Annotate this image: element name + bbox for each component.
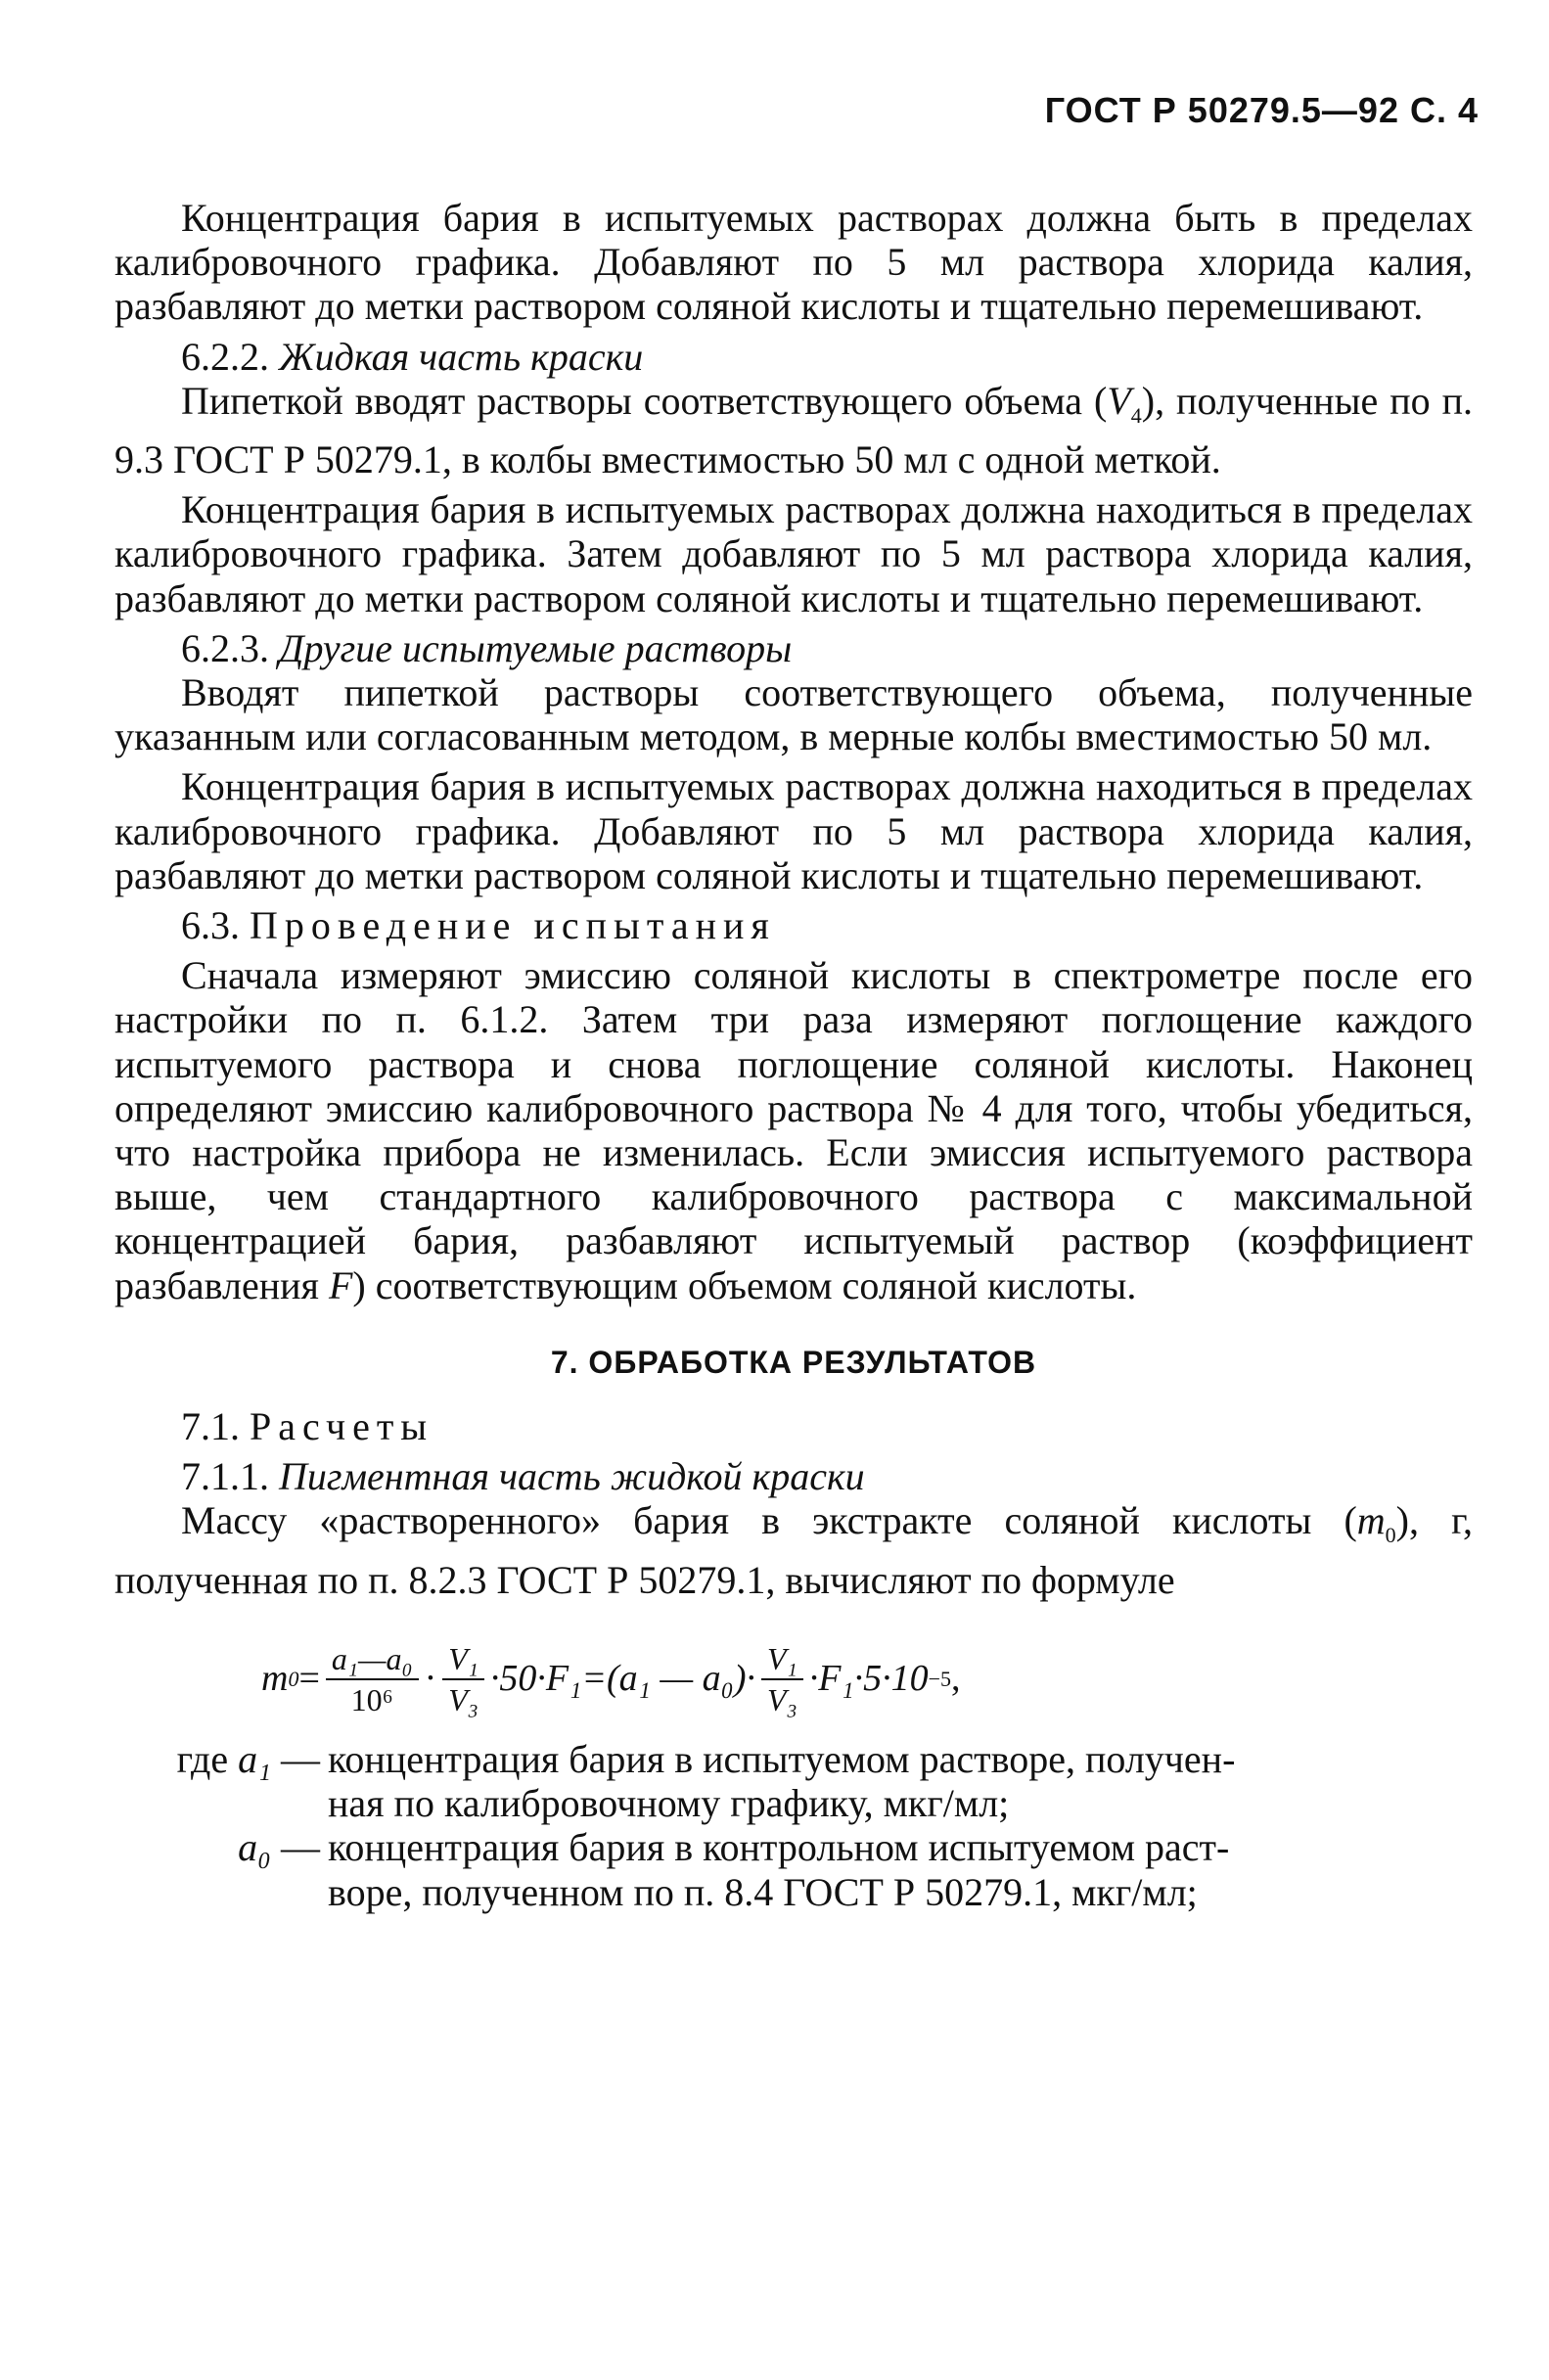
formula-row bbox=[261, 1639, 961, 1719]
paragraph-2-part-b: ), полученные по п. 9.3 ГОСТ Р 50279.1, в колбы вместимостью 50 мл с одной меткой. bbox=[114, 378, 1473, 482]
paragraph-7-var: m bbox=[1356, 1498, 1386, 1543]
paragraph-5: Концентрация бария в испытуемых растворах должна находиться в пределах калибровочного графика. Добавляют по 5 мл раствора хлорида калия, разбавляют до метки раствором соляной кислоты и тщательно перемешивают. bbox=[114, 764, 1473, 897]
paragraph-2-sub: 4 bbox=[1130, 402, 1142, 428]
fraction-3-denominator: V₃ bbox=[767, 1681, 797, 1717]
heading-6-3-title: Проведение испытания bbox=[250, 903, 776, 948]
paragraph-7 bbox=[114, 1498, 1473, 1601]
paragraph-6-part-a: Сначала измеряют эмиссию соляной кислоты в спектрометре после его настройки по п. 6.1.2. Затем три раза измеряют поглощение каждого испытуемого раствора и снова поглощение соляной кислоты. Наконец определяют эмиссию калибровочного раствора № 4 для того, чтобы убедиться, что настройка прибора не изменилась. Если эмиссия испытуемого раствора выше, чем стандартного калибровочного раствора с максимальной концентрацией бария, разбавляют испытуемый раствор (коэффициент разбавления bbox=[114, 953, 1473, 1307]
heading-6-2-2-number: 6.2.2. bbox=[181, 334, 269, 379]
paragraph-3: Концентрация бария в испытуемых растворах должна находиться в пределах калибровочного графика. Затем добавляют по 5 мл раствора хлорида калия, разбавляют до метки раствором соляной кислоты и тщательно перемешивают. bbox=[114, 487, 1473, 620]
paragraph-2-part-a: Пипеткой вводят растворы соответствующего объема ( bbox=[181, 378, 1108, 423]
fraction-1-numerator: a₁—a₀ bbox=[326, 1639, 419, 1680]
formula-end: , bbox=[951, 1658, 961, 1700]
heading-6-2-2 bbox=[114, 335, 1473, 379]
formula-lhs-sub: 0 bbox=[288, 1667, 299, 1692]
paragraph-2 bbox=[114, 379, 1473, 481]
definition-prefix: где bbox=[176, 1736, 229, 1781]
definition-a0-text bbox=[328, 1825, 1473, 1913]
definition-a1-symbol bbox=[114, 1737, 328, 1781]
heading-6-3-number: 6.3. bbox=[181, 903, 240, 948]
formula-tail: ·F₁·5·10 bbox=[808, 1658, 929, 1700]
heading-6-3 bbox=[114, 903, 1473, 947]
paragraph-7-part-a: Массу «растворенного» бария в экстракте соляной кислоты ( bbox=[181, 1498, 1357, 1543]
definition-a1-line-2: ная по калибровочному графику, мкг/мл; bbox=[328, 1781, 1010, 1826]
formula-m0 bbox=[114, 1614, 1473, 1731]
fraction-2-denominator: V₃ bbox=[448, 1681, 478, 1717]
paragraph-7-sub: 0 bbox=[1385, 1523, 1396, 1548]
paragraph-4: Вводят пипеткой растворы соответствующего объема, полученные указанным или согласованным методом, в мерные колбы вместимостью 50 мл. bbox=[114, 670, 1473, 759]
heading-7-1-1-title: Пигментная часть жидкой краски bbox=[279, 1454, 865, 1499]
heading-7-1-1 bbox=[114, 1454, 1473, 1498]
paragraph-6-var: F bbox=[328, 1262, 353, 1307]
definitions-list bbox=[114, 1737, 1473, 1914]
paragraph-7-part-b: ), г, полученная по п. 8.2.3 ГОСТ Р 50279.1, вычисляют по формуле bbox=[114, 1498, 1473, 1602]
formula-middle: ·50·F₁=(a₁ — a₀)· bbox=[489, 1658, 756, 1700]
definition-a1-line-1: концентрация бария в испытуемом растворе, получен- bbox=[328, 1736, 1236, 1781]
heading-6-2-2-title: Жидкая часть краски bbox=[279, 334, 644, 379]
definition-a0-dash: — bbox=[281, 1825, 320, 1870]
heading-6-2-3-title: Другие испытуемые растворы bbox=[279, 625, 793, 670]
section-7-title: 7. ОБРАБОТКА РЕЗУЛЬТАТОВ bbox=[550, 1344, 1037, 1380]
heading-7-1-1-number: 7.1.1. bbox=[181, 1454, 269, 1499]
heading-6-2-3 bbox=[114, 626, 1473, 670]
formula-eq: = bbox=[298, 1658, 320, 1700]
heading-7-1 bbox=[114, 1404, 1473, 1448]
formula-lhs: m bbox=[261, 1658, 289, 1700]
fraction-2-numerator: V₁ bbox=[442, 1639, 484, 1680]
definition-a1-dash: — bbox=[281, 1736, 320, 1781]
formula-fraction-1 bbox=[326, 1639, 419, 1719]
definition-a0-symbol bbox=[114, 1825, 328, 1869]
heading-6-2-3-number: 6.2.3. bbox=[181, 625, 269, 670]
definition-a0 bbox=[114, 1825, 1473, 1913]
paragraph-6 bbox=[114, 953, 1473, 1307]
page-header: ГОСТ Р 50279.5—92 С. 4 bbox=[1044, 90, 1479, 130]
formula-exponent: −5 bbox=[928, 1667, 952, 1692]
document-body bbox=[114, 196, 1473, 1914]
paragraph-1: Концентрация бария в испытуемых растворах должна быть в пределах калибровочного графика. Добавляют по 5 мл раствора хлорида калия, разбавляют до метки раствором соляной кислоты и тщательно перемешивают. bbox=[114, 196, 1473, 329]
formula-dot: · bbox=[424, 1658, 437, 1700]
fraction-3-numerator: V₁ bbox=[761, 1639, 803, 1680]
heading-7-1-number: 7.1. bbox=[181, 1404, 240, 1449]
definition-a0-line-2: воре, полученном по п. 8.4 ГОСТ Р 50279.1, мкг/мл; bbox=[328, 1869, 1198, 1914]
definition-a1-text bbox=[328, 1737, 1473, 1825]
definition-a1-var: a₁ bbox=[238, 1736, 271, 1781]
definition-a0-var: a₀ bbox=[238, 1825, 271, 1870]
paragraph-6-part-b: ) соответствующим объемом соляной кислоты. bbox=[352, 1262, 1137, 1307]
formula-fraction-3 bbox=[761, 1639, 803, 1719]
formula-fraction-2 bbox=[442, 1639, 484, 1719]
fraction-1-denominator: 10⁶ bbox=[350, 1681, 393, 1717]
definition-a1 bbox=[114, 1737, 1473, 1825]
heading-7-1-title: Расчеты bbox=[250, 1404, 434, 1449]
definition-a0-line-1: концентрация бария в контрольном испытуемом раст- bbox=[328, 1825, 1230, 1870]
paragraph-2-var: V bbox=[1107, 378, 1131, 423]
